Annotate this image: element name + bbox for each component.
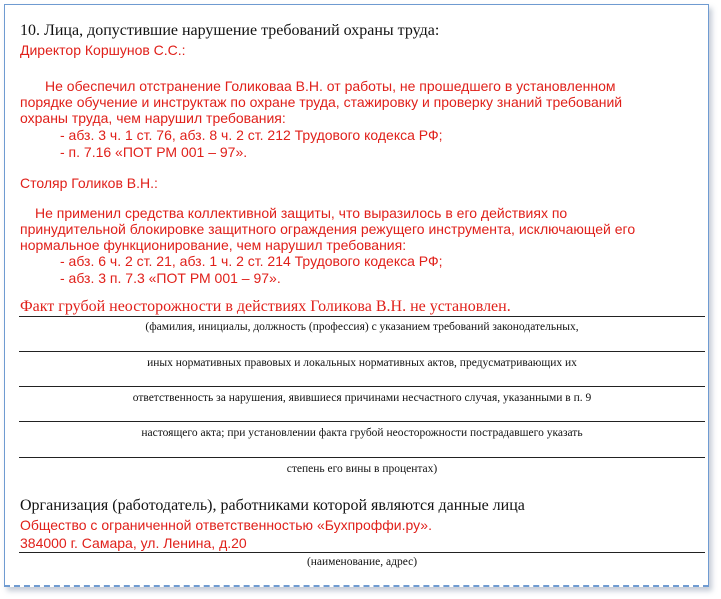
person2-line: Не применил средства коллективной защиты, что выразилось в его действиях по	[35, 205, 568, 221]
section-caption-line: ответственность за нарушения, явившиеся причинами несчастного случая, указанными в п. 9	[132, 392, 592, 404]
document-sheet	[4, 4, 709, 587]
organization-name: Общество с ограниченной ответственностью «Бухпроффи.ру».	[20, 517, 432, 533]
negligence-statement: Факт грубой неосторожности в действиях Голикова В.Н. не установлен.	[20, 298, 511, 315]
person1-name: Директор Коршунов С.С.:	[20, 42, 186, 58]
person2-line: - абз. 6 ч. 2 ст. 21, абз. 1 ч. 2 ст. 214 Трудового кодекса РФ;	[60, 253, 443, 269]
person1-line: - абз. 3 ч. 1 ст. 76, абз. 8 ч. 2 ст. 212 Трудового кодекса РФ;	[60, 127, 443, 143]
section-caption-line: степень его вины в процентах)	[286, 463, 438, 475]
fill-line	[19, 552, 705, 553]
section-title: 10. Лица, допустившие нарушение требований охраны труда:	[20, 22, 440, 39]
person2-line: нормальное функционирование, чем нарушил требования:	[20, 237, 407, 253]
organization-address: 384000 г. Самара, ул. Ленина, д.20	[20, 535, 247, 551]
fill-line	[19, 316, 705, 317]
person1-line: - п. 7.16 «ПОТ РМ 001 – 97».	[60, 144, 248, 160]
person2-line: - абз. 3 п. 7.3 «ПОТ РМ 001 – 97».	[60, 270, 281, 286]
person2-line: принудительной блокировке защитного ограждения режущего инструмента, исключающей его	[20, 221, 636, 237]
section-caption-line: (фамилия, инициалы, должность (профессия) с указанием требований законодательных,	[145, 321, 579, 333]
person2-name: Столяр Голиков В.Н.:	[20, 175, 158, 191]
fill-line	[19, 421, 705, 422]
person1-line: охраны труда, чем нарушил требования:	[20, 110, 286, 126]
person1-line: порядке обучение и инструктаж по охране труда, стажировку и проверку знаний требований	[20, 94, 623, 110]
person1-line: Не обеспечил отстранение Голиковаа В.Н. от работы, не прошедшего в установленном	[45, 78, 616, 94]
organization-label: Организация (работодатель), работниками которой являются данные лица	[20, 497, 525, 514]
fill-line	[19, 457, 705, 458]
section-caption-line: иных нормативных правовых и локальных нормативных актов, предусматривающих их	[147, 357, 577, 369]
section-caption-line: настоящего акта; при установлении факта грубой неосторожности пострадавшего указать	[141, 427, 583, 439]
fill-line	[19, 386, 705, 387]
fill-line	[19, 351, 705, 352]
organization-caption: (наименование, адрес)	[306, 556, 418, 568]
